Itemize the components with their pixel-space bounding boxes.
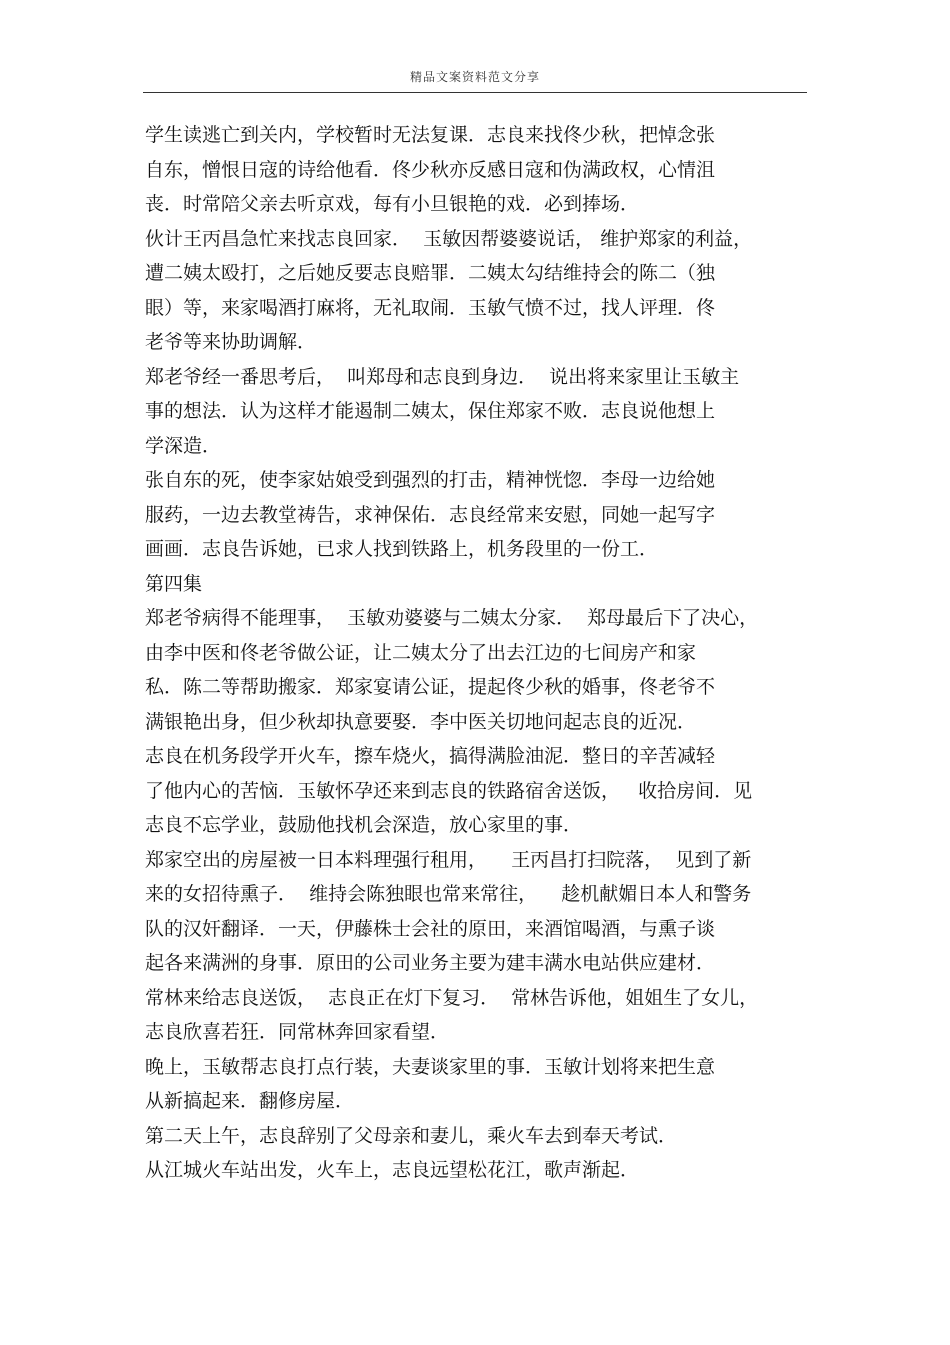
text-line: 了他内心的苦恼．玉敏怀孕还来到志良的铁路宿舍送饭， 收拾房间．见 — [145, 779, 753, 802]
text-line: 学生读逃亡到关内，学校暂时无法复课．志良来找佟少秋，把悼念张 — [145, 124, 716, 146]
text-line: 老爷等来协助调解． — [145, 331, 317, 353]
text-line: 郑老爷病得不能理事， 玉敏劝婆婆与二姨太分家． 郑母最后下了决心， — [145, 607, 759, 629]
text-line: 队的汉奸翻译．一天，伊藤株士会社的原田，来酒馆喝酒，与熏子谈 — [145, 917, 716, 940]
text-line: 从新搞起来．翻修房屋． — [145, 1090, 355, 1112]
text-line: 常林来给志良送饭， 志良正在灯下复习． 常林告诉他，姐姐生了女儿， — [145, 986, 759, 1009]
text-line: 由李中医和佟老爷做公证，让二姨太分了出去江边的七间房产和家 — [145, 641, 697, 664]
text-line: 第二天上午，志良辞别了父母亲和妻儿，乘火车去到奉天考试． — [145, 1124, 678, 1147]
text-line: 丧．时常陪父亲去听京戏，每有小旦银艳的戏．必到捧场． — [145, 193, 640, 215]
text-line: 志良在机务段学开火车，擦车烧火，搞得满脸油泥．整日的辛苦减轻 — [145, 745, 716, 767]
text-line: 画画．志良告诉她，已求人找到铁路上，机务段里的一份工． — [145, 538, 659, 560]
text-line: 来的女招待熏子． 维持会陈独眼也常来常往， 趁机献媚日本人和警务 — [145, 883, 752, 905]
header-title: 精品文案资料范文分享 — [409, 70, 540, 84]
text-line: 自东，憎恨日寇的诗给他看．佟少秋亦反感日寇和伪满政权，心情沮 — [145, 158, 716, 181]
text-line: 志良不忘学业，鼓励他找机会深造，放心家里的事． — [145, 814, 583, 836]
text-line: 伙计王丙昌急忙来找志良回家． 玉敏因帮婆婆说话， 维护郑家的利益， — [145, 227, 753, 250]
text-line: 遭二姨太殴打，之后她反要志良赔罪．二姨太勾结维持会的陈二（独 — [145, 262, 716, 284]
text-line: 郑老爷经一番思考后， 叫郑母和志良到身边． 说出将来家里让玉敏主 — [145, 365, 740, 388]
text-line: 服药，一边去教堂祷告，求神保佑．志良经常来安慰，同她一起写字 — [145, 503, 716, 526]
text-line: 事的想法．认为这样才能遏制二姨太，保住郑家不败．志良说他想上 — [145, 400, 716, 422]
text-line: 从江城火车站出发，火车上，志良远望松花江，歌声渐起． — [145, 1159, 640, 1181]
section-heading: 第四集 — [145, 572, 203, 595]
text-line: 私．陈二等帮助搬家．郑家宴请公证，提起佟少秋的婚事，佟老爷不 — [145, 676, 716, 698]
document-body — [145, 118, 815, 1188]
text-line: 张自东的死，使李家姑娘受到强烈的打击，精神恍惚．李母一边给她 — [145, 469, 716, 491]
text-line: 眼）等，来家喝酒打麻将，无礼取闹．玉敏气愤不过，找人评理．佟 — [145, 296, 716, 319]
text-line: 学深造． — [145, 434, 222, 457]
text-line: 满银艳出身，但少秋却执意要娶．李中医关切地问起志良的近况． — [145, 710, 697, 733]
text-line: 晚上，玉敏帮志良打点行装，夫妻谈家里的事．玉敏计划将来把生意 — [145, 1055, 716, 1078]
text-line: 起各来满洲的身事．原田的公司业务主要为建丰满水电站供应建材． — [145, 952, 716, 974]
page-header — [143, 66, 807, 93]
text-line: 志良欣喜若狂．同常林奔回家看望． — [145, 1021, 450, 1043]
text-line: 郑家空出的房屋被一日本料理强行租用， 王丙昌打扫院落， 见到了新 — [145, 848, 752, 871]
